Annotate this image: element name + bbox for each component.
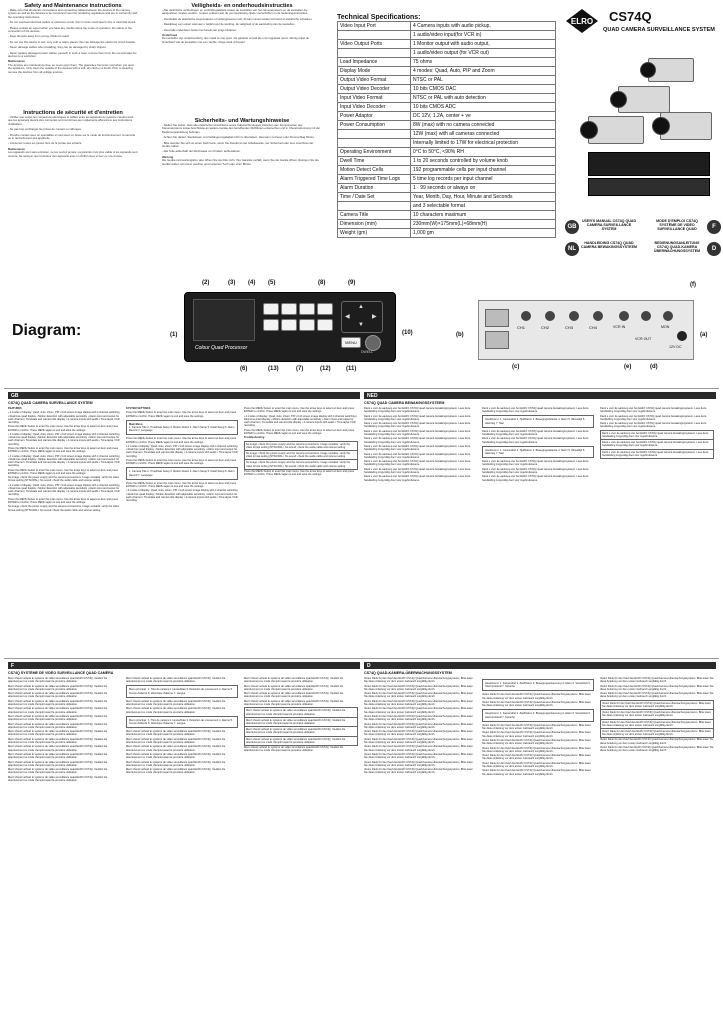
spec-row — [338, 49, 556, 58]
pip-button[interactable] — [299, 303, 315, 315]
spec-value: 192 programmable cells per input channel — [411, 166, 556, 175]
callout-label: (1) — [170, 332, 178, 338]
section-header: F — [8, 662, 360, 669]
menu-box: Hoofdmenu: 1. Cameratitel 2. Tijd/Datum 3. Bewegingsdetectie 4. Alarm 5. Wisseltijd 6. Alarmlog 7. Taal — [482, 446, 594, 458]
bnc-ch1 — [521, 311, 531, 321]
quad-processor-rear-image — [588, 178, 710, 196]
model-subtitle: QUAD CAMERA SURVEILLANCE SYSTEM — [603, 27, 715, 33]
spec-key — [338, 49, 411, 58]
spec-row — [338, 211, 556, 220]
spec-key — [338, 130, 411, 139]
quad-button[interactable] — [263, 303, 279, 315]
bnc-ch3 — [569, 311, 579, 321]
rear-panel — [478, 300, 694, 360]
ch4-button[interactable] — [317, 319, 333, 331]
callout-label: (11) — [346, 366, 357, 372]
callout-label: (4) — [248, 280, 256, 286]
spec-value: 12W (max) with all cameras connected — [411, 130, 556, 139]
model-name: CS74Q — [609, 9, 652, 24]
right-arrow-icon[interactable]: ▶ — [372, 314, 377, 320]
menu-box: Hoofdmenu: 1. Cameratitel 2. Tijd/Datum 3. Bewegingsdetectie 4. Alarm 5. Wisseltijd 6. Alarmlog 7. Taal — [482, 415, 594, 427]
power-jack — [677, 331, 687, 341]
spec-key: Input Video Decoder — [338, 103, 411, 112]
spec-row — [338, 85, 556, 94]
text-column: Dank u voor de aankoop van het ELRO CS74Q quad camera bewakingssysteem. Lees deze handleiding zorgvuldig door voor ingebruikname. Hoofdmenu: 1. Cameratitel 2. Tijd/Datum 3. Bewegingsdetectie 4. Alarm 5. Wisseltijd 6. Alarmlog 7. Taal Dank u voor de aankoop van het ELRO CS74Q quad camera bewakingssysteem. Lees deze handleiding zorgvuldig door voor ingebruikname. Dank u voor de aankoop van het ELRO CS74Q quad camera bewakingssysteem. Lees deze handleiding zorgvuldig door voor ingebruikname. Hoofdmenu: 1. Cameratitel 2. Tijd/Datum 3. Bewegingsdetectie 4. Alarm 5. Wisseltijd 6. Alarmlog 7. Taal Dank u voor de aankoop van het ELRO CS74Q quad camera bewakingssysteem. Lees deze handleiding zorgvuldig door voor ingebruikname. Dank u voor de aankoop van het ELRO CS74Q quad camera bewakingssysteem. Lees deze handleiding zorgvuldig door voor ingebruikname. Dank u voor de aankoop van het ELRO CS74Q quad camera bewakingssysteem. Lees deze handleiding zorgvuldig door voor ingebruikname. — [482, 407, 594, 653]
callout-label: (e) — [624, 364, 632, 370]
menu-box: Menu principal : 1. Titre de caméra 2. Heure/Date 3. Détection de mouvement 4. Alarme 5. Temps d'attente 6. Historique d'alarme 7. Langue — [126, 716, 238, 728]
manual-title-gb: USER'S MANUAL CS74Q QUAD CAMERA SURVEILLANCE SYSTEM — [581, 219, 637, 232]
spec-row — [338, 58, 556, 67]
ch2-button[interactable] — [281, 319, 297, 331]
svg-text:ELRO: ELRO — [570, 17, 594, 26]
spec-row — [338, 175, 556, 184]
ch2-label: CH2 — [541, 325, 550, 330]
spec-value: 10 bits CMOS ADC — [411, 103, 556, 112]
text-column: FEATURES • 4 modes of display: Quad, Auto, Zoom, PIP • Full screen image display with 4 channel switching • Real time quad display • Motion detection with adjustable sensitivity • Alarm input and output for each channel • Time/date and camera title display • 4 camera inputs with audio • Time-lapse VCR recording. Press the MENU button to enter the main menu. Use the arrow keys to select an item and press ENTER to confirm. Press MENU again to exit and save the settings. • 4 modes of display: Quad, Auto, Zoom, PIP • Full screen image display with 4 channel switching • Real time quad display • Motion detection with adjustable sensitivity • Alarm input and output for each channel • Time/date and camera title display • 4 camera inputs with audio • Time-lapse VCR recording. Press the MENU button to enter the main menu. Use the arrow keys to select an item and press ENTER to confirm. Press MENU again to exit and save the settings. • 4 modes of display: Quad, Auto, Zoom, PIP • Full screen image display with 4 channel switching • Real time quad display • Motion detection with adjustable sensitivity • Alarm input and output for each channel • Time/date and camera title display • 4 camera inputs with audio • Time-lapse VCR recording. Press the MENU button to enter the main menu. Use the arrow keys to select an item and press ENTER to confirm. Press MENU again to exit and save the settings. No image: check the power supply and the camera connections. Image unstable: verify the video format setting (NTSC/PAL). No sound: check the audio cable and volume setting. • 4 modes of display: Quad, Auto, Zoom, PIP • Full screen image display with 4 channel switching • Real time quad display • Motion detection with adjustable sensitivity • Alarm input and output for each channel • Time/date and camera title display • 4 camera inputs with audio • Time-lapse VCR recording. Press the MENU button to enter the main menu. Use the arrow keys to select an item and press ENTER to confirm. Press MENU again to exit and save the settings. No image: check the power supply and the camera connections. Image unstable: verify the video format setting (NTSC/PAL). No sound: check the audio cable and volume setting. — [8, 407, 120, 512]
lang-badge-nl: NL — [565, 242, 579, 256]
section-header: NED — [364, 392, 716, 399]
spec-value: 10 characters maximum — [411, 211, 556, 220]
dwell-label: DWELL — [361, 350, 374, 354]
dc-label: 12V DC — [669, 345, 682, 349]
spec-key: Dimension (mm) — [338, 220, 411, 229]
lang-badge-d: D — [707, 242, 721, 256]
spec-value: 10 bits CMOS DAC — [411, 85, 556, 94]
menu-button[interactable]: MENU — [341, 337, 361, 348]
specs-title: Technical Specifications: — [337, 14, 421, 21]
divider — [4, 388, 719, 389]
spec-value: 75 ohms — [411, 58, 556, 67]
menu-box: Hauptmenü: 1. Kameratitel 2. Zeit/Datum 3. Bewegungserkennung 4. Alarm 5. Verweilzeit 6. Alarmprotokoll 7. Sprache — [482, 709, 594, 721]
spec-key: Video Output Ports — [338, 40, 411, 49]
manual-title: CS74Q QUAD-KAMERA-ÜBERWACHUNGSSYSTEM — [364, 671, 452, 675]
alarm-terminal — [485, 309, 509, 327]
manual-titles — [565, 218, 721, 260]
camera-lens — [640, 62, 656, 78]
spec-value: Year, Month, Day, Hour, Minute and Seconds — [411, 193, 556, 202]
text-column: Press the MENU button to enter the main menu. Use the arrow keys to select an item and press ENTER to confirm. Press MENU again to exit and save the settings. • 4 modes of display: Quad, Auto, Zoom, PIP • Full screen image display with 4 channel switching • Real time quad display • Motion detection with adjustable sensitivity • Alarm input and output for each channel • Time/date and camera title display • 4 camera inputs with audio • Time-lapse VCR recording. Press the MENU button to enter the main menu. Use the arrow keys to select an item and press ENTER to confirm. Press MENU again to exit and save the settings. Troubleshooting No image: check the power supply and the camera connections. Image unstable: verify the video format setting (NTSC/PAL). No sound: check the audio cable and volume setting. No image: check the power supply and the camera connections. Image unstable: verify the video format setting (NTSC/PAL). No sound: check the audio cable and volume setting. No image: check the power supply and the camera connections. Image unstable: verify the video format setting (NTSC/PAL). No sound: check the audio cable and volume setting. Press the MENU button to enter the main menu. Use the arrow keys to select an item and press ENTER to confirm. Press MENU again to exit and save the settings. — [244, 407, 358, 476]
spec-value: NTSC or PAL with auto detection — [411, 94, 556, 103]
safety-section-en — [8, 3, 138, 76]
trouble-table: Merci d'avoir acheté le système de vidéo surveillance quad ELRO CS74Q. Veuillez lire attentivement ce mode d'emploi avant la première utilisation. Merci d'avoir acheté le système de vidéo surveillance quad ELRO CS74Q. Veuillez lire attentivement ce mode d'emploi avant la première utilisation. Merci d'avoir acheté le système de vidéo surveillance quad ELRO CS74Q. Veuillez lire attentivement ce mode d'emploi avant la première utilisation. Merci d'avoir acheté le système de vidéo surveillance quad ELRO CS74Q. Veuillez lire attentivement ce mode d'emploi avant la première utilisation. — [244, 707, 358, 746]
spec-key: Display Mode — [338, 67, 411, 76]
menu-box: 1. Camera Title 2. Time/Date Setup 3. Motion Detect 4. Alarm Setup 5. Dwell Setup 6. Alarm Record 7. Language — [126, 467, 238, 479]
spec-row — [338, 202, 556, 211]
spec-row — [338, 121, 556, 130]
spec-key — [338, 31, 411, 40]
spec-row — [338, 148, 556, 157]
spec-row — [338, 103, 556, 112]
callout-label: (9) — [348, 280, 356, 286]
callout-label: (a) — [700, 332, 708, 338]
product-image — [578, 52, 718, 212]
spec-key: Power Consumption — [338, 121, 411, 130]
text-column: Merci d'avoir acheté le système de vidéo surveillance quad ELRO CS74Q. Veuillez lire attentivement ce mode d'emploi avant la première utilisation. Merci d'avoir acheté le système de vidéo surveillance quad ELRO CS74Q. Veuillez lire attentivement ce mode d'emploi avant la première utilisation. Merci d'avoir acheté le système de vidéo surveillance quad ELRO CS74Q. Veuillez lire attentivement ce mode d'emploi avant la première utilisation. Merci d'avoir acheté le système de vidéo surveillance quad ELRO CS74Q. Veuillez lire attentivement ce mode d'emploi avant la première utilisation. Merci d'avoir acheté le système de vidéo surveillance quad ELRO CS74Q. Veuillez lire attentivement ce mode d'emploi avant la première utilisation. Merci d'avoir acheté le système de vidéo surveillance quad ELRO CS74Q. Veuillez lire attentivement ce mode d'emploi avant la première utilisation. Merci d'avoir acheté le système de vidéo surveillance quad ELRO CS74Q. Veuillez lire attentivement ce mode d'emploi avant la première utilisation. Merci d'avoir acheté le système de vidéo surveillance quad ELRO CS74Q. Veuillez lire attentivement ce mode d'emploi avant la première utilisation. Merci d'avoir acheté le système de vidéo surveillance quad ELRO CS74Q. Veuillez lire attentivement ce mode d'emploi avant la première utilisation. — [244, 677, 358, 1019]
text-column: Vielen Dank für den Kauf des ELRO CS74Q Quad-Kamera-Überwachungssystems. Bitte lesen Sie diese Anleitung vor dem ersten Gebrauch sorgfältig durch. Vielen Dank für den Kauf des ELRO CS74Q Quad-Kamera-Überwachungssystems. Bitte lesen Sie diese Anleitung vor dem ersten Gebrauch sorgfältig durch. Vielen Dank für den Kauf des ELRO CS74Q Quad-Kamera-Überwachungssystems. Bitte lesen Sie diese Anleitung vor dem ersten Gebrauch sorgfältig durch. Vielen Dank für den Kauf des ELRO CS74Q Quad-Kamera-Überwachungssystems. Bitte lesen Sie diese Anleitung vor dem ersten Gebrauch sorgfältig durch. Vielen Dank für den Kauf des ELRO CS74Q Quad-Kamera-Überwachungssystems. Bitte lesen Sie diese Anleitung vor dem ersten Gebrauch sorgfältig durch. Vielen Dank für den Kauf des ELRO CS74Q Quad-Kamera-Überwachungssystems. Bitte lesen Sie diese Anleitung vor dem ersten Gebrauch sorgfältig durch. Vielen Dank für den Kauf des ELRO CS74Q Quad-Kamera-Überwachungssystems. Bitte lesen Sie diese Anleitung vor dem ersten Gebrauch sorgfältig durch. Vielen Dank für den Kauf des ELRO CS74Q Quad-Kamera-Überwachungssystems. Bitte lesen Sie diese Anleitung vor dem ersten Gebrauch sorgfältig durch. Vielen Dank für den Kauf des ELRO CS74Q Quad-Kamera-Überwachungssystems. Bitte lesen Sie diese Anleitung vor dem ersten Gebrauch sorgfältig durch. Vielen Dank für den Kauf des ELRO CS74Q Quad-Kamera-Überwachungssystems. Bitte lesen Sie diese Anleitung vor dem ersten Gebrauch sorgfältig durch. Vielen Dank für den Kauf des ELRO CS74Q Quad-Kamera-Überwachungssystems. Bitte lesen Sie diese Anleitung vor dem ersten Gebrauch sorgfältig durch. Vielen Dank für den Kauf des ELRO CS74Q Quad-Kamera-Überwachungssystems. Bitte lesen Sie diese Anleitung vor dem ersten Gebrauch sorgfältig durch. Vielen Dank für den Kauf des ELRO CS74Q Quad-Kamera-Überwachungssystems. Bitte lesen Sie diese Anleitung vor dem ersten Gebrauch sorgfältig durch. — [364, 677, 473, 775]
quad-processor-image — [588, 152, 710, 176]
spec-key: Output Video Format — [338, 76, 411, 85]
callout-label: (3) — [228, 280, 236, 286]
front-caption: Colour Quad Processor — [195, 345, 248, 351]
spec-key: Power Adaptor — [338, 112, 411, 121]
callout-label: (6) — [240, 366, 248, 372]
auto-button[interactable] — [281, 303, 297, 315]
spec-row — [338, 94, 556, 103]
spec-value: 1 Monitor output with audio output, — [411, 40, 556, 49]
spec-value: 8W (max) with no camera connected — [411, 121, 556, 130]
callout-label: (f) — [690, 282, 696, 288]
bnc-ch4 — [593, 311, 603, 321]
spec-key: Alarm Triggered Time Logs — [338, 175, 411, 184]
mon-label: MON — [661, 325, 670, 329]
spec-value: 230mm(W)×175mm(L)×68mm(H) — [411, 220, 556, 229]
front-panel — [184, 292, 396, 362]
tech-specs — [337, 14, 556, 238]
spec-key: Time / Date Set — [338, 193, 411, 202]
manual-title: CS74Q QUAD CAMERA BEWAKINGSSYSTEEM — [364, 401, 445, 405]
spec-key: Weight (gm) — [338, 229, 411, 238]
manual-title-nl: HANDLEIDING CS74Q QUAD CAMERA BEWAKINGSSYSTEEM — [581, 241, 637, 250]
spec-row — [338, 112, 556, 121]
spec-key: Load Impedance — [338, 58, 411, 67]
safety-section-nl — [162, 3, 322, 46]
spec-row — [338, 22, 556, 31]
text-column: Dank u voor de aankoop van het ELRO CS74Q quad camera bewakingssysteem. Lees deze handleiding zorgvuldig door voor ingebruikname. Dank u voor de aankoop van het ELRO CS74Q quad camera bewakingssysteem. Lees deze handleiding zorgvuldig door voor ingebruikname. Dank u voor de aankoop van het ELRO CS74Q quad camera bewakingssysteem. Lees deze handleiding zorgvuldig door voor ingebruikname. Dank u voor de aankoop van het ELRO CS74Q quad camera bewakingssysteem. Lees deze handleiding zorgvuldig door voor ingebruikname. Dank u voor de aankoop van het ELRO CS74Q quad camera bewakingssysteem. Lees deze handleiding zorgvuldig door voor ingebruikname. Dank u voor de aankoop van het ELRO CS74Q quad camera bewakingssysteem. Lees deze handleiding zorgvuldig door voor ingebruikname. — [600, 407, 714, 653]
spec-value: and 3 selectable format — [411, 202, 556, 211]
callout-label: (13) — [268, 366, 279, 372]
menu-box: Hauptmenü: 1. Kameratitel 2. Zeit/Datum 3. Bewegungserkennung 4. Alarm 5. Verweilzeit 6. Alarmprotokoll 7. Sprache — [482, 679, 594, 691]
spec-value: 5 time log records per input channel — [411, 175, 556, 184]
spec-value: 1,000 gm — [411, 229, 556, 238]
arrow-pad[interactable] — [341, 301, 383, 333]
spec-row — [338, 40, 556, 49]
safety-text: - Stellen Sie sicher, dass alle elektrischen Anschlüsse sowie Kabelverbindungen zwischen den Komponenten des Kamerasystems sowie Anschlüsse an weitere Geräte den betreffenden Richtlinien entsprechen und in Übereinstimmung mit der Bedienungsanleitung befinden. - Achten Sie darauf, Steckdosen und Verlängerungskabel nicht zu überlasten, dies kann zu Feuer oder Stromschlag führen. - Bitte wenden Sie sich an einen Fachmann, wenn Sie Zweifel an der Arbeitsweise, der Sicherheit oder dem Anschluss der Geräte haben. - Alle Teile außerhalb der Reichweite von Kindern aufbewahren. Wartung Die Geräte sind wartungsfrei, also öffnen Sie sie bitte nicht. Ihre Garantie verfällt, wenn Sie die Geräte öffnen. Reinigen Sie die Geräte außen mit einem weichen und trockenen Tuch oder einer Bürste. — [162, 123, 321, 166]
bnc-vcr-in — [619, 311, 629, 321]
spec-value: 4 Camera inputs with audio pickup, — [411, 22, 556, 31]
safety-section-de — [162, 118, 322, 168]
manual-d — [364, 662, 716, 1020]
section-title: Safety and Maintenance instructions — [24, 3, 122, 9]
manual-title-f: MODE D'EMPLOI CS74Q SYSTÈME DE VIDÉO SURVEILLANCE QUAD — [656, 219, 698, 232]
spec-value: 1 audio/video output (for VCR out) — [411, 49, 556, 58]
brand-header — [563, 5, 718, 45]
manual-title: CS74Q SYSTÈME DE VIDÉO SURVEILLANCE QUAD CAMÉRA — [8, 671, 114, 675]
spec-key: Camera Title — [338, 211, 411, 220]
spec-key: Operating Environment — [338, 148, 411, 157]
spec-key: Video Input Port — [338, 22, 411, 31]
ch1-label: CH1 — [517, 325, 526, 330]
spec-value: 0°C to 50°C, <90% RH — [411, 148, 556, 157]
callout-label: (d) — [650, 364, 658, 370]
text-column: Merci d'avoir acheté le système de vidéo surveillance quad ELRO CS74Q. Veuillez lire attentivement ce mode d'emploi avant la première utilisation. Menu principal : 1. Titre de caméra 2. Heure/Date 3. Détection de mouvement 4. Alarme 5. Temps d'attente 6. Historique d'alarme 7. Langue Merci d'avoir acheté le système de vidéo surveillance quad ELRO CS74Q. Veuillez lire attentivement ce mode d'emploi avant la première utilisation. Merci d'avoir acheté le système de vidéo surveillance quad ELRO CS74Q. Veuillez lire attentivement ce mode d'emploi avant la première utilisation. Menu principal : 1. Titre de caméra 2. Heure/Date 3. Détection de mouvement 4. Alarme 5. Temps d'attente 6. Historique d'alarme 7. Langue Merci d'avoir acheté le système de vidéo surveillance quad ELRO CS74Q. Veuillez lire attentivement ce mode d'emploi avant la première utilisation. Merci d'avoir acheté le système de vidéo surveillance quad ELRO CS74Q. Veuillez lire attentivement ce mode d'emploi avant la première utilisation. Merci d'avoir acheté le système de vidéo surveillance quad ELRO CS74Q. Veuillez lire attentivement ce mode d'emploi avant la première utilisation. Merci d'avoir acheté le système de vidéo surveillance quad ELRO CS74Q. Veuillez lire attentivement ce mode d'emploi avant la première utilisation. Merci d'avoir acheté le système de vidéo surveillance quad ELRO CS74Q. Veuillez lire attentivement ce mode d'emploi avant la première utilisation. Merci d'avoir acheté le système de vidéo surveillance quad ELRO CS74Q. Veuillez lire attentivement ce mode d'emploi avant la première utilisation. — [126, 677, 238, 1019]
manual-nl — [364, 392, 716, 654]
dwell-knob[interactable] — [365, 335, 381, 351]
spec-row — [338, 157, 556, 166]
spec-row — [338, 220, 556, 229]
bnc-ch2 — [545, 311, 555, 321]
camera-lens — [652, 117, 670, 135]
spec-value: 1 to 20 seconds controlled by volume knob — [411, 157, 556, 166]
spec-key — [338, 139, 411, 148]
bnc-vcr-out — [641, 311, 651, 321]
text-column: Merci d'avoir acheté le système de vidéo surveillance quad ELRO CS74Q. Veuillez lire attentivement ce mode d'emploi avant la première utilisation. Merci d'avoir acheté le système de vidéo surveillance quad ELRO CS74Q. Veuillez lire attentivement ce mode d'emploi avant la première utilisation. Merci d'avoir acheté le système de vidéo surveillance quad ELRO CS74Q. Veuillez lire attentivement ce mode d'emploi avant la première utilisation. Merci d'avoir acheté le système de vidéo surveillance quad ELRO CS74Q. Veuillez lire attentivement ce mode d'emploi avant la première utilisation. Merci d'avoir acheté le système de vidéo surveillance quad ELRO CS74Q. Veuillez lire attentivement ce mode d'emploi avant la première utilisation. Merci d'avoir acheté le système de vidéo surveillance quad ELRO CS74Q. Veuillez lire attentivement ce mode d'emploi avant la première utilisation. Merci d'avoir acheté le système de vidéo surveillance quad ELRO CS74Q. Veuillez lire attentivement ce mode d'emploi avant la première utilisation. Merci d'avoir acheté le système de vidéo surveillance quad ELRO CS74Q. Veuillez lire attentivement ce mode d'emploi avant la première utilisation. Merci d'avoir acheté le système de vidéo surveillance quad ELRO CS74Q. Veuillez lire attentivement ce mode d'emploi avant la première utilisation. Merci d'avoir acheté le système de vidéo surveillance quad ELRO CS74Q. Veuillez lire attentivement ce mode d'emploi avant la première utilisation. Merci d'avoir acheté le système de vidéo surveillance quad ELRO CS74Q. Veuillez lire attentivement ce mode d'emploi avant la première utilisation. Merci d'avoir acheté le système de vidéo surveillance quad ELRO CS74Q. Veuillez lire attentivement ce mode d'emploi avant la première utilisation. Merci d'avoir acheté le système de vidéo surveillance quad ELRO CS74Q. Veuillez lire attentivement ce mode d'emploi avant la première utilisation. Merci d'avoir acheté le système de vidéo surveillance quad ELRO CS74Q. Veuillez lire attentivement ce mode d'emploi avant la première utilisation. — [8, 677, 108, 782]
trouble-table: Vielen Dank für den Kauf des ELRO CS74Q Quad-Kamera-Überwachungssystems. Bitte lesen Sie diese Anleitung vor dem ersten Gebrauch sorgfältig durch. Vielen Dank für den Kauf des ELRO CS74Q Quad-Kamera-Überwachungssystems. Bitte lesen Sie diese Anleitung vor dem ersten Gebrauch sorgfältig durch. Vielen Dank für den Kauf des ELRO CS74Q Quad-Kamera-Überwachungssystems. Bitte lesen Sie diese Anleitung vor dem ersten Gebrauch sorgfältig durch. Vielen Dank für den Kauf des ELRO CS74Q Quad-Kamera-Überwachungssystems. Bitte lesen Sie diese Anleitung vor dem ersten Gebrauch sorgfältig durch. — [600, 700, 714, 739]
manual-f — [8, 662, 360, 1020]
trouble-table: No image: check the power supply and the camera connections. Image unstable: verify the video format setting (NTSC/PAL). No sound: check the audio cable and volume setting. No image: check the power supply and the camera connections. Image unstable: verify the video format setting (NTSC/PAL). No sound: check the audio cable and volume setting. No image: check the power supply and the camera connections. Image unstable: verify the video format setting (NTSC/PAL). No sound: check the audio cable and volume setting. — [244, 441, 358, 470]
specs-table — [337, 21, 556, 238]
diagram — [0, 270, 723, 380]
safety-text: - Alle elektrische verbindingen en verbindingskabels tussen de toestellen van het camerasysteem en de toestellen die aangesloten moeten worden, moeten voldoen aan de van toepassing zijnde voorschriften en de bedieningsinstructies. - Overbelast de elektrische stopcontacten of verlengsnoeren niet; dit kan immers leiden tot brand of elektrische schokken. - Raadpleeg een expert wanneer u twijfelt over de werking, de veiligheid of de aansluiting van de toestellen. - Houd alle onderdelen buiten het bereik van jonge kinderen. Onderhoud De toestellen zijn onderhoudsvrij, dus maak ze niet open. De garantie vervalt als u het apparaat opent. Reinig enkel de buitenkant van de toestellen met een zachte, droge doek of borstel. — [162, 8, 313, 44]
callout-label: (7) — [296, 366, 304, 372]
safety-section-fr — [8, 110, 138, 160]
section-title: Sicherheits- und Wartungshinweise — [194, 118, 290, 124]
callout-label: (c) — [512, 364, 520, 370]
spec-key — [338, 202, 411, 211]
callout-label: (8) — [318, 280, 326, 286]
spec-value: 1 · 99 seconds or always on — [411, 184, 556, 193]
ch3-button[interactable] — [299, 319, 315, 331]
spec-row — [338, 31, 556, 40]
menu-box: Main Menu 1. Camera Title 2. Time/Date Setup 3. Motion Detect 4. Alarm Setup 5. Dwell Setup 6. Alarm Record 7. Language — [126, 420, 238, 436]
camera-lens — [610, 91, 627, 108]
lang-badge-gb: GB — [565, 220, 579, 234]
menu-box: Menu principal : 1. Titre de caméra 2. Heure/Date 3. Détection de mouvement 4. Alarme 5. Temps d'attente 6. Historique d'alarme 7. Langue — [126, 685, 238, 697]
trouble-table: Dank u voor de aankoop van het ELRO CS74Q quad camera bewakingssysteem. Lees deze handleiding zorgvuldig door voor ingebruikname. Dank u voor de aankoop van het ELRO CS74Q quad camera bewakingssysteem. Lees deze handleiding zorgvuldig door voor ingebruikname. Dank u voor de aankoop van het ELRO CS74Q quad camera bewakingssysteem. Lees deze handleiding zorgvuldig door voor ingebruikname. — [600, 430, 714, 459]
text-column: Vielen Dank für den Kauf des ELRO CS74Q Quad-Kamera-Überwachungssystems. Bitte lesen Sie diese Anleitung vor dem ersten Gebrauch sorgfältig durch. Vielen Dank für den Kauf des ELRO CS74Q Quad-Kamera-Überwachungssystems. Bitte lesen Sie diese Anleitung vor dem ersten Gebrauch sorgfältig durch. Vielen Dank für den Kauf des ELRO CS74Q Quad-Kamera-Überwachungssystems. Bitte lesen Sie diese Anleitung vor dem ersten Gebrauch sorgfältig durch. Vielen Dank für den Kauf des ELRO CS74Q Quad-Kamera-Überwachungssystems. Bitte lesen Sie diese Anleitung vor dem ersten Gebrauch sorgfältig durch. Vielen Dank für den Kauf des ELRO CS74Q Quad-Kamera-Überwachungssystems. Bitte lesen Sie diese Anleitung vor dem ersten Gebrauch sorgfältig durch. Vielen Dank für den Kauf des ELRO CS74Q Quad-Kamera-Überwachungssystems. Bitte lesen Sie diese Anleitung vor dem ersten Gebrauch sorgfältig durch. Vielen Dank für den Kauf des ELRO CS74Q Quad-Kamera-Überwachungssystems. Bitte lesen Sie diese Anleitung vor dem ersten Gebrauch sorgfältig durch. Vielen Dank für den Kauf des ELRO CS74Q Quad-Kamera-Überwachungssystems. Bitte lesen Sie diese Anleitung vor dem ersten Gebrauch sorgfältig durch. Vielen Dank für den Kauf des ELRO CS74Q Quad-Kamera-Überwachungssystems. Bitte lesen Sie diese Anleitung vor dem ersten Gebrauch sorgfältig durch. — [600, 677, 714, 753]
callout-label: (b) — [456, 332, 464, 338]
ch1-button[interactable] — [263, 319, 279, 331]
spec-key: Alarm Duration — [338, 184, 411, 193]
spec-value: 4 modes: Quad, Auto, PIP and Zoom — [411, 67, 556, 76]
spec-key: Dwell Time — [338, 157, 411, 166]
zoom-button[interactable] — [317, 303, 333, 315]
section-title: Veiligheids- en onderhoudsinstructies — [191, 3, 293, 9]
callout-label: (2) — [202, 280, 210, 286]
spec-value: 1 audio/video input(for VCR in) — [411, 31, 556, 40]
spec-row — [338, 184, 556, 193]
manual-title: CS74Q QUAD CAMERA SURVEILLANCE SYSTEM — [8, 401, 93, 405]
diagram-title: Diagram: — [12, 322, 82, 339]
ch3-label: CH3 — [565, 325, 574, 330]
spec-key: Output Video Decoder — [338, 85, 411, 94]
spec-row — [338, 67, 556, 76]
callout-label: (12) — [320, 366, 331, 372]
divider — [4, 658, 719, 659]
display-window — [193, 299, 255, 341]
safety-text: - Vérifier que toutes les connexions électriques et câbles entre les appareils du système caméra ainsi que les appareils devant être connectés sont conformes aux règlements afférents et aux instructions d'utilisation. - Ne pas trop surcharger les prises de courant ou rallonges. - Prendre contact avec un spécialiste si vous avez un doute sur le mode de fonctionnement, la sécurité ou le raccordement des appareils. - Conserver toutes les pièces hors de la portée des enfants. Maintenance Les appareils sont sans entretien, ne les ouvrez jamais. La garantie n'est plus valide si les appareils sont ouverts. Ne nettoyer que l'extérieur des appareils avec un chiffon doux et sec ou une brosse. — [8, 115, 138, 158]
audio-terminal — [485, 331, 509, 349]
spec-row — [338, 130, 556, 139]
manual-title-d: BEDIENUNGSANLEITUNG CS74Q QUAD-KAMERA ÜBERWACHUNGSSYSTEM — [653, 241, 701, 254]
callout-label: (5) — [268, 280, 276, 286]
up-arrow-icon[interactable]: ▲ — [358, 304, 364, 310]
spec-row — [338, 139, 556, 148]
down-arrow-icon[interactable]: ▼ — [358, 322, 364, 328]
ch4-label: CH4 — [589, 325, 598, 330]
text-column: SYSTEM SETTINGS Press the MENU button to enter the main menu. Use the arrow keys to select an item and press ENTER to confirm. Press MENU again to exit and save the settings. Main Menu 1. Camera Title 2. Time/Date Setup 3. Motion Detect 4. Alarm Setup 5. Dwell Setup 6. Alarm Record 7. Language Press the MENU button to enter the main menu. Use the arrow keys to select an item and press ENTER to confirm. Press MENU again to exit and save the settings. • 4 modes of display: Quad, Auto, Zoom, PIP • Full screen image display with 4 channel switching • Real time quad display • Motion detection with adjustable sensitivity • Alarm input and output for each channel • Time/date and camera title display • 4 camera inputs with audio • Time-lapse VCR recording. Press the MENU button to enter the main menu. Use the arrow keys to select an item and press ENTER to confirm. Press MENU again to exit and save the settings. 1. Camera Title 2. Time/Date Setup 3. Motion Detect 4. Alarm Setup 5. Dwell Setup 6. Alarm Record 7. Language Press the MENU button to enter the main menu. Use the arrow keys to select an item and press ENTER to confirm. Press MENU again to exit and save the settings. • 4 modes of display: Quad, Auto, Zoom, PIP • Full screen image display with 4 channel switching • Real time quad display • Motion detection with adjustable sensitivity • Alarm input and output for each channel • Time/date and camera title display • 4 camera inputs with audio • Time-lapse VCR recording. — [126, 407, 238, 503]
callout-label: (10) — [402, 330, 413, 336]
section-title: Instructions de sécurité et d'entretien — [23, 110, 123, 116]
spec-row — [338, 166, 556, 175]
spec-value: NTSC or PAL — [411, 76, 556, 85]
camera-lens — [580, 121, 598, 139]
section-header: GB — [8, 392, 360, 399]
bnc-monitor — [663, 311, 673, 321]
text-column: Dank u voor de aankoop van het ELRO CS74Q quad camera bewakingssysteem. Lees deze handleiding zorgvuldig door voor ingebruikname. Dank u voor de aankoop van het ELRO CS74Q quad camera bewakingssysteem. Lees deze handleiding zorgvuldig door voor ingebruikname. Dank u voor de aankoop van het ELRO CS74Q quad camera bewakingssysteem. Lees deze handleiding zorgvuldig door voor ingebruikname. Dank u voor de aankoop van het ELRO CS74Q quad camera bewakingssysteem. Lees deze handleiding zorgvuldig door voor ingebruikname. Dank u voor de aankoop van het ELRO CS74Q quad camera bewakingssysteem. Lees deze handleiding zorgvuldig door voor ingebruikname. Dank u voor de aankoop van het ELRO CS74Q quad camera bewakingssysteem. Lees deze handleiding zorgvuldig door voor ingebruikname. Dank u voor de aankoop van het ELRO CS74Q quad camera bewakingssysteem. Lees deze handleiding zorgvuldig door voor ingebruikname. Dank u voor de aankoop van het ELRO CS74Q quad camera bewakingssysteem. Lees deze handleiding zorgvuldig door voor ingebruikname. Dank u voor de aankoop van het ELRO CS74Q quad camera bewakingssysteem. Lees deze handleiding zorgvuldig door voor ingebruikname. Dank u voor de aankoop van het ELRO CS74Q quad camera bewakingssysteem. Lees deze handleiding zorgvuldig door voor ingebruikname. — [364, 407, 471, 482]
elro-logo — [563, 7, 601, 33]
spec-row — [338, 229, 556, 238]
spec-key: Motion Detect Cells — [338, 166, 411, 175]
vcr-in-label: VCR IN — [613, 325, 626, 329]
spec-row — [338, 193, 556, 202]
spec-row — [338, 76, 556, 85]
spec-value: DC 12V, 1.2A, center + ve — [411, 112, 556, 121]
manual-gb — [8, 392, 360, 654]
text-column: Hauptmenü: 1. Kameratitel 2. Zeit/Datum 3. Bewegungserkennung 4. Alarm 5. Verweilzeit 6. Alarmprotokoll 7. Sprache Vielen Dank für den Kauf des ELRO CS74Q Quad-Kamera-Überwachungssystems. Bitte lesen Sie diese Anleitung vor dem ersten Gebrauch sorgfältig durch. Vielen Dank für den Kauf des ELRO CS74Q Quad-Kamera-Überwachungssystems. Bitte lesen Sie diese Anleitung vor dem ersten Gebrauch sorgfältig durch. Hauptmenü: 1. Kameratitel 2. Zeit/Datum 3. Bewegungserkennung 4. Alarm 5. Verweilzeit 6. Alarmprotokoll 7. Sprache Vielen Dank für den Kauf des ELRO CS74Q Quad-Kamera-Überwachungssystems. Bitte lesen Sie diese Anleitung vor dem ersten Gebrauch sorgfältig durch. Vielen Dank für den Kauf des ELRO CS74Q Quad-Kamera-Überwachungssystems. Bitte lesen Sie diese Anleitung vor dem ersten Gebrauch sorgfältig durch. Vielen Dank für den Kauf des ELRO CS74Q Quad-Kamera-Überwachungssystems. Bitte lesen Sie diese Anleitung vor dem ersten Gebrauch sorgfältig durch. Vielen Dank für den Kauf des ELRO CS74Q Quad-Kamera-Überwachungssystems. Bitte lesen Sie diese Anleitung vor dem ersten Gebrauch sorgfältig durch. Vielen Dank für den Kauf des ELRO CS74Q Quad-Kamera-Überwachungssystems. Bitte lesen Sie diese Anleitung vor dem ersten Gebrauch sorgfältig durch. Vielen Dank für den Kauf des ELRO CS74Q Quad-Kamera-Überwachungssystems. Bitte lesen Sie diese Anleitung vor dem ersten Gebrauch sorgfältig durch. Vielen Dank für den Kauf des ELRO CS74Q Quad-Kamera-Überwachungssystems. Bitte lesen Sie diese Anleitung vor dem ersten Gebrauch sorgfältig durch. — [482, 677, 594, 1019]
section-header: D — [364, 662, 716, 669]
spec-key: Input Video Format — [338, 94, 411, 103]
spec-value: Internally limited to 17W for electrical protection — [411, 139, 556, 148]
left-arrow-icon[interactable]: ◀ — [345, 314, 350, 320]
safety-text: - Make sure that all electric connections and connecting cables between the devices of the camera system as well as the devices to be connected meet the pertaining regulations and are in conformity with the operating instructions. - Do not overload electrical outlets or extension cords, this in return could lead to fire or electrical shock. - Please contact an expert when you have any doubts about the mode of operation, the safety or the connection of the devices. - Keep all parts away from young children's reach. - Do not use this device in wet, very cold or warm places; this can damage the electronic circuit boards. - Never damage cables when installing; they can be damaged by sharp objects. - Never replace damaged power cables yourself; in such a case, remove them from the net and take the devices to a workshop. Maintenance The devices are maintenance-free, so never open them. The guarantee becomes void when you open the appliance. Only clean the outside of the devices with a soft, dry cloth or a brush. Prior to cleaning, remove the devices from all voltage sources. — [8, 8, 138, 74]
lang-badge-f: F — [707, 220, 721, 234]
vcr-out-label: VCR OUT — [635, 337, 652, 341]
